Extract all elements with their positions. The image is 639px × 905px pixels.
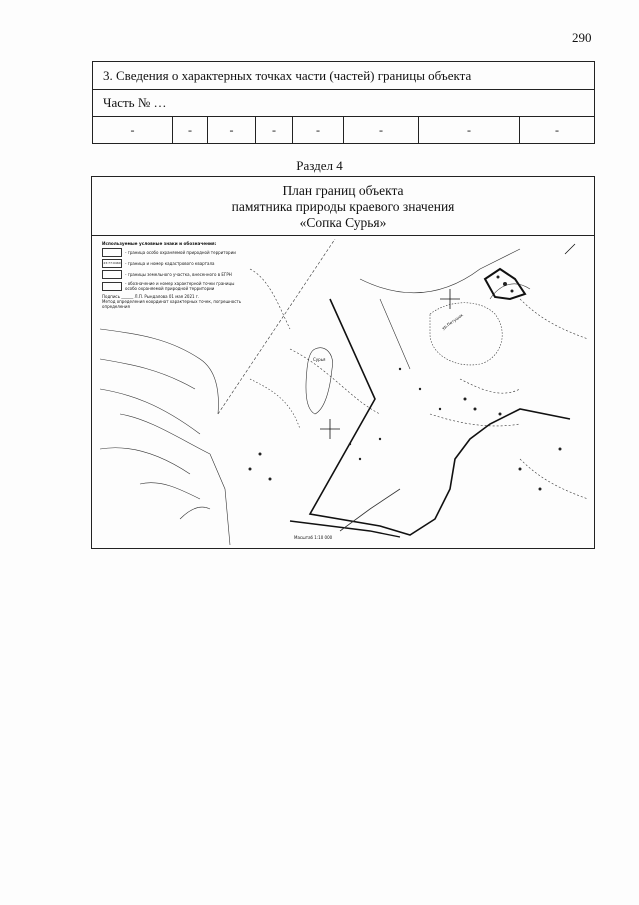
legend-item [102,259,242,268]
plan-title-line3: «Сопка Сурья» [299,215,387,230]
point-cell: - [555,122,559,137]
legend-label: - граница особо охраняемой природной территории [125,250,236,255]
point-cell: - [208,117,256,143]
section3-table [92,61,595,144]
method-note: Метод определения координат характерных точек, погрешность определения [102,299,242,309]
legend-label: - обозначение и номер характерной точки границы особо охраняемой природной территории [125,281,235,291]
map-scale: Масштаб 1:10 000 [294,535,333,540]
plan-title [92,177,594,236]
legend-swatch-parcel [102,270,122,279]
section4-heading: Раздел 4 [296,158,343,173]
legend-swatch-quarter: 23:77:0460 [102,259,122,268]
legend-item [102,270,242,279]
point-cell: - [419,117,520,143]
point-cell: - [173,117,208,143]
part-number-label: Часть № … [93,90,594,117]
plan-title-line1: План границ объекта [282,183,404,198]
signature-line: Подпись ______ Л.П. Рындалова 01 мая 2021 г. [102,294,200,299]
legend-swatch-point [102,282,122,291]
plan-title-line2: памятника природы краевого значения [231,199,455,214]
map-label-surya: Сурья [313,357,326,362]
point-cell: - [344,117,419,143]
map-legend [102,241,242,309]
boundary-map [100,239,588,545]
legend-item [102,281,242,291]
legend-item [102,248,242,257]
legend-swatch-boundary [102,248,122,257]
legend-title: Используемые условные знаки и обозначения: [102,241,217,246]
section3-title: 3. Сведения о характерных точках части (частей) границы объекта [93,62,594,90]
point-cell: - [293,117,344,143]
point-cell: - [256,117,293,143]
legend-label: - границы земельного участка, внесенного в ЕГРН [125,272,232,277]
map-label-petushok: ур.Петушок [440,312,465,331]
legend-label: - граница и номер кадастрового квартала [125,261,215,266]
point-cell: - [93,117,173,143]
page-number: 290 [572,30,592,45]
points-row [93,117,594,143]
section4-table [91,176,595,549]
